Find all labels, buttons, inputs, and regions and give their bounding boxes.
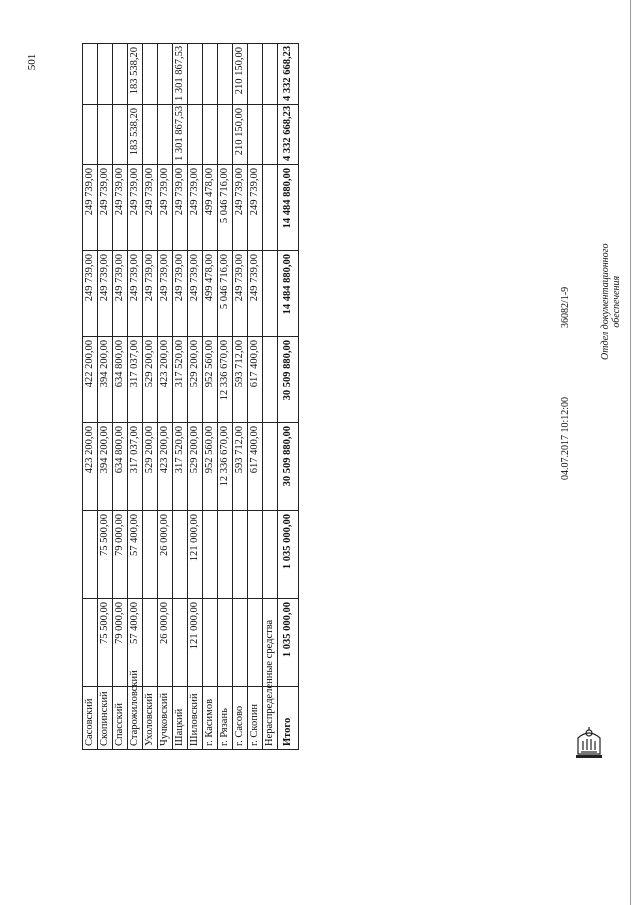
row-name-cell: Шиловский — [188, 687, 203, 750]
table-row — [158, 44, 173, 750]
value-cell-c6: 249 739,00 — [113, 165, 128, 251]
row-name-cell: Сасовский — [83, 687, 98, 750]
budget-table — [82, 43, 299, 750]
value-cell-c7: 183 538,20 — [128, 105, 143, 165]
value-cell-c8 — [98, 44, 113, 105]
value-cell-c1 — [83, 599, 98, 687]
value-cell-c2 — [173, 511, 188, 599]
value-cell-c6: 249 739,00 — [248, 165, 263, 251]
value-cell-c2 — [143, 511, 158, 599]
value-cell-c6: 5 046 716,00 — [218, 165, 233, 251]
value-cell-c2 — [218, 511, 233, 599]
table-row — [83, 44, 98, 750]
value-cell-c2: 1 035 000,00 — [278, 511, 299, 599]
value-cell-c4: 529 200,00 — [143, 337, 158, 423]
value-cell-c3: 529 200,00 — [188, 423, 203, 511]
value-cell-c8: 4 332 668,23 — [278, 44, 299, 105]
value-cell-c6: 499 478,00 — [203, 165, 218, 251]
row-name-cell: г. Сасово — [233, 687, 248, 750]
row-name-cell: Шацкий — [173, 687, 188, 750]
row-name-cell: г. Касимов — [203, 687, 218, 750]
value-cell-c1 — [203, 599, 218, 687]
table-row — [113, 44, 128, 750]
value-cell-c5: 249 739,00 — [233, 251, 248, 337]
value-cell-c3: 317 037,00 — [128, 423, 143, 511]
row-name-cell: Ухоловский — [143, 687, 158, 750]
table-row — [188, 44, 203, 750]
value-cell-c6: 249 739,00 — [188, 165, 203, 251]
value-cell-c5: 249 739,00 — [128, 251, 143, 337]
row-name-cell: Старожиловский — [128, 687, 143, 750]
value-cell-c7 — [188, 105, 203, 165]
value-cell-c4: 423 200,00 — [158, 337, 173, 423]
table-wrapper — [82, 44, 297, 750]
value-cell-c2 — [83, 511, 98, 599]
table-row — [233, 44, 248, 750]
value-cell-c7: 210 150,00 — [233, 105, 248, 165]
value-cell-c3: 30 509 880,00 — [278, 423, 299, 511]
value-cell-c7 — [113, 105, 128, 165]
value-cell-c7: 4 332 668,23 — [278, 105, 299, 165]
value-cell-c5: 249 739,00 — [248, 251, 263, 337]
value-cell-c3: 529 200,00 — [143, 423, 158, 511]
value-cell-c3: 12 336 670,00 — [218, 423, 233, 511]
value-cell-c8: 183 538,20 — [128, 44, 143, 105]
table-row — [248, 44, 263, 750]
value-cell-c7 — [203, 105, 218, 165]
value-cell-c7 — [83, 105, 98, 165]
value-cell-c6: 249 739,00 — [83, 165, 98, 251]
value-cell-c1: 79 000,00 — [113, 599, 128, 687]
value-cell-c4: 317 520,00 — [173, 337, 188, 423]
department-stamp — [600, 243, 622, 360]
row-name-cell: Итого — [278, 687, 299, 750]
value-cell-c4: 30 509 880,00 — [278, 337, 299, 423]
value-cell-c5: 249 739,00 — [158, 251, 173, 337]
value-cell-c7 — [143, 105, 158, 165]
value-cell-c8 — [218, 44, 233, 105]
value-cell-c6: 249 739,00 — [233, 165, 248, 251]
value-cell-c4: 317 037,00 — [128, 337, 143, 423]
value-cell-c6 — [263, 165, 278, 251]
value-cell-c4: 593 712,00 — [233, 337, 248, 423]
value-cell-c8 — [248, 44, 263, 105]
row-name-cell: Чучковский — [158, 687, 173, 750]
value-cell-c3: 394 200,00 — [98, 423, 113, 511]
value-cell-c1: 75 500,00 — [98, 599, 113, 687]
value-cell-c6: 14 484 880,00 — [278, 165, 299, 251]
value-cell-c7 — [158, 105, 173, 165]
value-cell-c5: 249 739,00 — [143, 251, 158, 337]
value-cell-c3 — [263, 423, 278, 511]
value-cell-c7: 1 301 867,53 — [173, 105, 188, 165]
value-cell-c5: 249 739,00 — [113, 251, 128, 337]
value-cell-c8 — [158, 44, 173, 105]
row-name-cell: г. Скопин — [248, 687, 263, 750]
value-cell-c4: 422 200,00 — [83, 337, 98, 423]
value-cell-c1 — [143, 599, 158, 687]
value-cell-c2 — [233, 511, 248, 599]
value-cell-c6: 249 739,00 — [98, 165, 113, 251]
rotated-table-container — [82, 44, 297, 750]
row-name-cell: г. Рязань — [218, 687, 233, 750]
row-name-cell: Скопинский — [98, 687, 113, 750]
value-cell-c6: 249 739,00 — [143, 165, 158, 251]
table-row — [203, 44, 218, 750]
value-cell-c7 — [98, 105, 113, 165]
coat-of-arms-icon — [572, 722, 606, 760]
value-cell-c5: 249 739,00 — [173, 251, 188, 337]
value-cell-c8: 210 150,00 — [233, 44, 248, 105]
value-cell-c2: 26 000,00 — [158, 511, 173, 599]
value-cell-c2: 75 500,00 — [98, 511, 113, 599]
table-row — [98, 44, 113, 750]
value-cell-c7 — [218, 105, 233, 165]
value-cell-c1 — [218, 599, 233, 687]
value-cell-c2: 121 000,00 — [188, 511, 203, 599]
row-name-cell: Нераспределенные средства — [263, 687, 278, 750]
value-cell-c5: 499 478,00 — [203, 251, 218, 337]
value-cell-c8 — [263, 44, 278, 105]
value-cell-c2 — [203, 511, 218, 599]
table-body — [83, 44, 299, 750]
value-cell-c8 — [188, 44, 203, 105]
value-cell-c4: 617 400,00 — [248, 337, 263, 423]
value-cell-c1 — [233, 599, 248, 687]
value-cell-c4 — [263, 337, 278, 423]
value-cell-c3: 617 400,00 — [248, 423, 263, 511]
value-cell-c1: 1 035 000,00 — [278, 599, 299, 687]
footer — [560, 287, 572, 480]
page-edge-line — [630, 0, 631, 905]
value-cell-c6: 249 739,00 — [128, 165, 143, 251]
value-cell-c3: 634 800,00 — [113, 423, 128, 511]
value-cell-c4: 529 200,00 — [188, 337, 203, 423]
page-number: 501 — [26, 53, 38, 71]
value-cell-c4: 12 336 670,00 — [218, 337, 233, 423]
value-cell-c2 — [263, 511, 278, 599]
value-cell-c3: 593 712,00 — [233, 423, 248, 511]
value-cell-c3: 423 200,00 — [158, 423, 173, 511]
value-cell-c8 — [143, 44, 158, 105]
value-cell-c7 — [263, 105, 278, 165]
table-row — [128, 44, 143, 750]
value-cell-c5: 249 739,00 — [98, 251, 113, 337]
value-cell-c3: 952 560,00 — [203, 423, 218, 511]
value-cell-c8 — [113, 44, 128, 105]
table-row — [143, 44, 158, 750]
value-cell-c5: 14 484 880,00 — [278, 251, 299, 337]
table-row — [218, 44, 233, 750]
table-total-row — [278, 44, 299, 750]
row-name-cell: Спасский — [113, 687, 128, 750]
footer-code: 36082/1-9 — [560, 286, 571, 328]
value-cell-c4: 634 800,00 — [113, 337, 128, 423]
value-cell-c4: 394 200,00 — [98, 337, 113, 423]
value-cell-c5: 249 739,00 — [83, 251, 98, 337]
value-cell-c1: 121 000,00 — [188, 599, 203, 687]
value-cell-c7 — [248, 105, 263, 165]
value-cell-c2 — [248, 511, 263, 599]
value-cell-c1: 57 400,00 — [128, 599, 143, 687]
value-cell-c2: 57 400,00 — [128, 511, 143, 599]
value-cell-c8: 1 301 867,53 — [173, 44, 188, 105]
value-cell-c5: 249 739,00 — [188, 251, 203, 337]
value-cell-c6: 249 739,00 — [173, 165, 188, 251]
value-cell-c4: 952 560,00 — [203, 337, 218, 423]
department-line-2: обеспечения — [611, 275, 622, 328]
value-cell-c8 — [203, 44, 218, 105]
table-row — [173, 44, 188, 750]
value-cell-c5: 5 046 716,00 — [218, 251, 233, 337]
value-cell-c2: 79 000,00 — [113, 511, 128, 599]
value-cell-c5 — [263, 251, 278, 337]
value-cell-c8 — [83, 44, 98, 105]
value-cell-c3: 317 520,00 — [173, 423, 188, 511]
value-cell-c1 — [173, 599, 188, 687]
value-cell-c3: 423 200,00 — [83, 423, 98, 511]
footer-datetime: 04.07.2017 10:12:00 — [560, 396, 571, 480]
department-line-1: Отдел документационного — [600, 243, 611, 360]
value-cell-c1: 26 000,00 — [158, 599, 173, 687]
value-cell-c6: 249 739,00 — [158, 165, 173, 251]
table-row — [263, 44, 278, 750]
value-cell-c1 — [248, 599, 263, 687]
